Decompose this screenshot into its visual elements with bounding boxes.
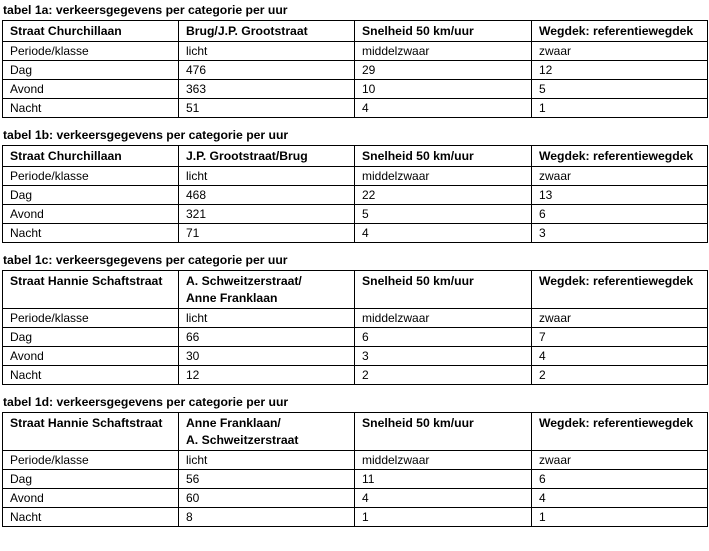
table-row: [3, 205, 708, 224]
header-road-surface: Wegdek: referentiewegdek: [532, 146, 708, 167]
cell-medium-value: 2: [355, 366, 532, 385]
cell-light-value: 468: [179, 186, 355, 205]
header-segment: Brug/J.P. Grootstraat: [179, 21, 355, 42]
header-segment-line2: Anne Franklaan: [186, 291, 278, 305]
table-header-row: [3, 21, 708, 42]
cell-medium: middelzwaar: [355, 451, 532, 470]
header-street: Straat Churchillaan: [3, 21, 179, 42]
table-row: [3, 186, 708, 205]
table-row: [3, 508, 708, 527]
table-header-row: [3, 146, 708, 167]
table-row: [3, 61, 708, 80]
table-row: [3, 99, 708, 118]
cell-light-value: 8: [179, 508, 355, 527]
header-segment-line1: A. Schweitzerstraat/: [186, 274, 302, 288]
cell-period-night: Nacht: [3, 366, 179, 385]
table-section-1d: [2, 394, 707, 527]
header-street: Straat Hannie Schaftstraat: [3, 413, 179, 451]
cell-light: licht: [179, 309, 355, 328]
header-segment-line2: A. Schweitzerstraat: [186, 433, 299, 447]
cell-period-evening: Avond: [3, 489, 179, 508]
cell-medium-value: 11: [355, 470, 532, 489]
cell-heavy-value: 6: [532, 205, 708, 224]
table-row: [3, 470, 708, 489]
table-row: [3, 80, 708, 99]
cell-period-night: Nacht: [3, 508, 179, 527]
cell-medium-value: 4: [355, 99, 532, 118]
table-section-1b: [2, 127, 707, 243]
cell-medium: middelzwaar: [355, 42, 532, 61]
cell-heavy-value: 5: [532, 80, 708, 99]
cell-heavy-value: 7: [532, 328, 708, 347]
cell-light-value: 60: [179, 489, 355, 508]
table-section-1c: [2, 252, 707, 385]
cell-heavy-value: 1: [532, 99, 708, 118]
cell-period-label: Periode/klasse: [3, 309, 179, 328]
cell-period-day: Dag: [3, 186, 179, 205]
document: [2, 0, 707, 527]
table-row: [3, 451, 708, 470]
table-row: [3, 489, 708, 508]
cell-medium-value: 4: [355, 489, 532, 508]
table-title-1d: tabel 1d: verkeersgegevens per categorie per uur: [3, 395, 289, 409]
cell-period-day: Dag: [3, 328, 179, 347]
cell-light-value: 12: [179, 366, 355, 385]
cell-period-evening: Avond: [3, 80, 179, 99]
cell-heavy-value: 4: [532, 347, 708, 366]
header-speed: Snelheid 50 km/uur: [355, 271, 532, 309]
table-title-1c: tabel 1c: verkeersgegevens per categorie per uur: [3, 253, 288, 267]
cell-heavy-value: 13: [532, 186, 708, 205]
table-row: [3, 167, 708, 186]
header-road-surface: Wegdek: referentiewegdek: [532, 271, 708, 309]
table-title-1b: tabel 1b: verkeersgegevens per categorie per uur: [3, 128, 289, 142]
cell-heavy-value: 4: [532, 489, 708, 508]
cell-period-night: Nacht: [3, 224, 179, 243]
table-title-1a: tabel 1a: verkeersgegevens per categorie per uur: [3, 3, 288, 17]
cell-light-value: 30: [179, 347, 355, 366]
traffic-table-1d: [2, 412, 708, 527]
cell-medium-value: 5: [355, 205, 532, 224]
header-segment: [179, 413, 355, 451]
traffic-table-1b: [2, 145, 708, 243]
cell-medium-value: 22: [355, 186, 532, 205]
table-header-row: [3, 413, 708, 451]
spacer: [2, 243, 707, 250]
table-row: [3, 42, 708, 61]
cell-medium-value: 29: [355, 61, 532, 80]
cell-heavy: zwaar: [532, 309, 708, 328]
cell-medium-value: 10: [355, 80, 532, 99]
table-row: [3, 366, 708, 385]
table-row: [3, 224, 708, 243]
cell-light-value: 71: [179, 224, 355, 243]
cell-heavy-value: 3: [532, 224, 708, 243]
cell-heavy-value: 12: [532, 61, 708, 80]
table-row: [3, 347, 708, 366]
cell-medium: middelzwaar: [355, 167, 532, 186]
cell-medium-value: 3: [355, 347, 532, 366]
cell-light-value: 363: [179, 80, 355, 99]
header-speed: Snelheid 50 km/uur: [355, 413, 532, 451]
cell-heavy-value: 1: [532, 508, 708, 527]
header-segment: J.P. Grootstraat/Brug: [179, 146, 355, 167]
header-street: Straat Hannie Schaftstraat: [3, 271, 179, 309]
cell-medium-value: 1: [355, 508, 532, 527]
cell-period-evening: Avond: [3, 347, 179, 366]
cell-medium-value: 4: [355, 224, 532, 243]
header-road-surface: Wegdek: referentiewegdek: [532, 21, 708, 42]
cell-light: licht: [179, 42, 355, 61]
table-section-1a: [2, 2, 707, 118]
header-speed: Snelheid 50 km/uur: [355, 146, 532, 167]
cell-period-label: Periode/klasse: [3, 42, 179, 61]
cell-heavy-value: 6: [532, 470, 708, 489]
cell-period-night: Nacht: [3, 99, 179, 118]
header-speed: Snelheid 50 km/uur: [355, 21, 532, 42]
cell-light-value: 56: [179, 470, 355, 489]
cell-medium-value: 6: [355, 328, 532, 347]
cell-heavy-value: 2: [532, 366, 708, 385]
spacer: [2, 385, 707, 392]
header-street: Straat Churchillaan: [3, 146, 179, 167]
cell-light-value: 66: [179, 328, 355, 347]
header-segment-line1: Anne Franklaan/: [186, 416, 281, 430]
spacer: [2, 118, 707, 125]
cell-heavy: zwaar: [532, 451, 708, 470]
table-row: [3, 309, 708, 328]
cell-heavy: zwaar: [532, 167, 708, 186]
table-header-row: [3, 271, 708, 309]
cell-period-label: Periode/klasse: [3, 451, 179, 470]
cell-period-day: Dag: [3, 470, 179, 489]
cell-period-day: Dag: [3, 61, 179, 80]
cell-light: licht: [179, 451, 355, 470]
cell-light-value: 321: [179, 205, 355, 224]
cell-period-evening: Avond: [3, 205, 179, 224]
table-row: [3, 328, 708, 347]
header-segment: [179, 271, 355, 309]
cell-heavy: zwaar: [532, 42, 708, 61]
cell-medium: middelzwaar: [355, 309, 532, 328]
traffic-table-1c: [2, 270, 708, 385]
cell-light: licht: [179, 167, 355, 186]
cell-period-label: Periode/klasse: [3, 167, 179, 186]
header-road-surface: Wegdek: referentiewegdek: [532, 413, 708, 451]
cell-light-value: 476: [179, 61, 355, 80]
traffic-table-1a: [2, 20, 708, 118]
cell-light-value: 51: [179, 99, 355, 118]
